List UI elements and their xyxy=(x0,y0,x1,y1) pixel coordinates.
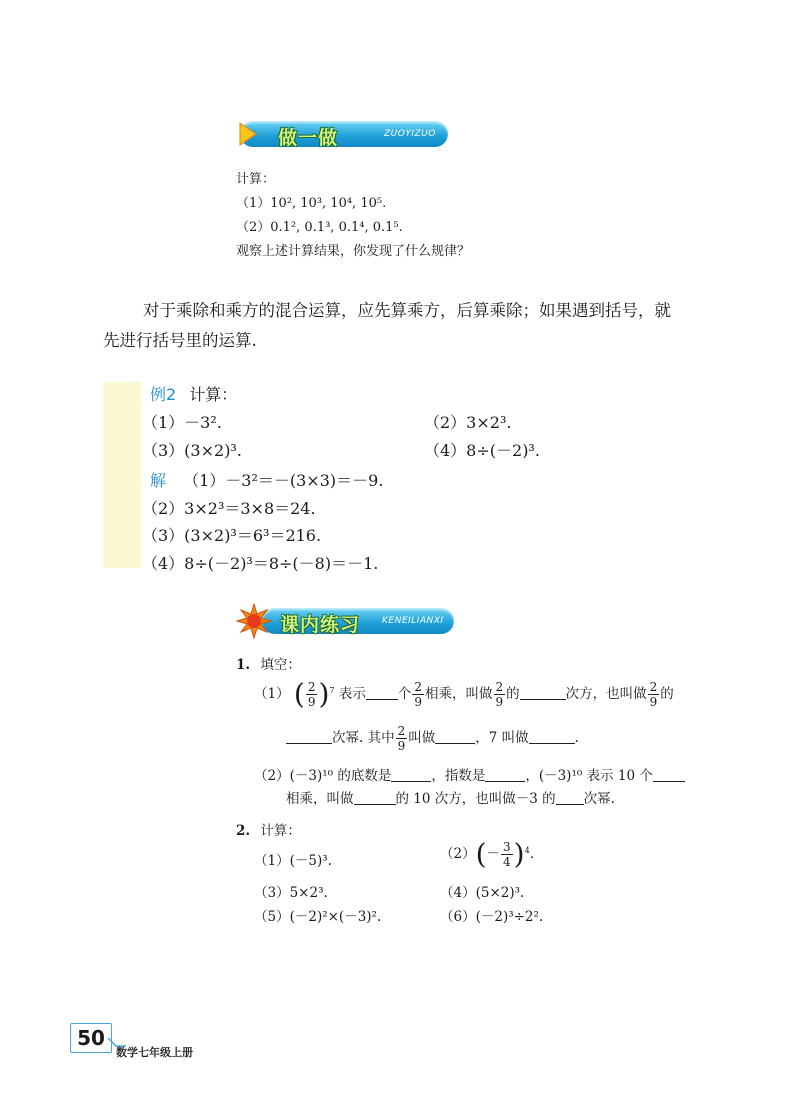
star-burst-icon xyxy=(236,603,272,639)
solution-3: （3）(3×2)³＝6³＝216. xyxy=(142,526,322,545)
blank[interactable] xyxy=(653,768,685,783)
practice-1-b-line2: 相乘，叫做 的 10 次方，也叫做－3 的 次幂. xyxy=(286,791,615,807)
practice-title: 课内练习 xyxy=(280,614,361,636)
zuoyizuo-line-4: 观察上述计算结果，你发现了什么规律？ xyxy=(236,244,471,259)
solution-4: （4）8÷(－2)³＝8÷(－8)＝－1. xyxy=(142,554,379,573)
calc-2: （2）(－ $\frac{3}{4}$ )$^4$. xyxy=(440,837,535,871)
zuoyizuo-banner xyxy=(240,121,448,147)
page-number: 50 xyxy=(70,1023,112,1053)
example-q1: （1）－3². xyxy=(142,413,222,432)
solution-1: （1）－3²＝－(3×3)＝－9. xyxy=(183,471,384,490)
practice-banner xyxy=(262,608,454,634)
solution-2: （2）3×2³＝3×8＝24. xyxy=(142,499,316,518)
rule-line-2: 先进行括号里的运算. xyxy=(103,331,257,350)
practice-2-number: 2. xyxy=(236,823,251,839)
play-triangle-icon xyxy=(236,121,258,147)
blank[interactable] xyxy=(391,768,431,783)
example-q3: （3）(3×2)³. xyxy=(142,441,242,460)
zuoyizuo-content xyxy=(236,168,470,264)
calc-5: （5）(－2)²×(－3)². xyxy=(254,909,382,925)
practice-1-b-line1: （2）(－3)¹⁰ 的底数是 ，指数是 ，(－3)¹⁰ 表示 10 个 xyxy=(254,765,685,787)
calc-4: （4）(5×2)³. xyxy=(440,885,525,901)
practice-2-heading xyxy=(236,820,301,842)
practice-pinyin: KENEILIANXI xyxy=(382,616,444,626)
zuoyizuo-line-2: （1）10², 10³, 10⁴, 10⁵. xyxy=(236,196,387,211)
calc-3: （3）5×2³. xyxy=(254,885,328,901)
solution-label: 解 xyxy=(150,471,167,490)
blank[interactable] xyxy=(286,730,332,745)
practice-1-number: 1. xyxy=(236,657,251,673)
practice-1-heading xyxy=(236,654,301,676)
blank[interactable] xyxy=(556,791,584,806)
fraction-two-ninths: $\frac{2}{9}$ xyxy=(307,680,316,709)
blank[interactable] xyxy=(520,686,566,701)
blank[interactable] xyxy=(366,686,398,701)
book-title: 数学七年级上册 xyxy=(116,1046,193,1059)
example-q2: （2）3×2³. xyxy=(424,413,512,432)
blank[interactable] xyxy=(435,730,475,745)
blank[interactable] xyxy=(529,730,575,745)
rule-paragraph xyxy=(103,296,703,356)
zuoyizuo-pinyin: ZUOYIZUO xyxy=(384,129,436,139)
fraction-three-quarters: $\frac{3}{4}$ xyxy=(503,840,511,869)
zuoyizuo-title: 做一做 xyxy=(278,127,339,149)
blank[interactable] xyxy=(485,768,525,783)
rule-line-1: 对于乘除和乘方的混合运算，应先算乘方，后算乘除；如果遇到括号，就 xyxy=(143,301,671,320)
practice-1-a-line2: 次幂. 其中 $\frac{2}{9}$ 叫做 ，7 叫做 . xyxy=(286,724,579,753)
practice-1-a-line1: （1） ( $\frac{2}{9}$ )$^7$ 表示 个 $\frac{2}{9}$ 相乘，叫做 $\frac{2}{9}$ 的 次方，也叫做 $\frac{2}{9}$ 的 xyxy=(254,677,674,711)
practice-2-title: 计算： xyxy=(260,823,301,839)
zuoyizuo-line-3: （2）0.1², 0.1³, 0.1⁴, 0.1⁵. xyxy=(236,220,403,235)
calc-6: （6）(－2)³÷2². xyxy=(440,909,544,925)
practice-1-title: 填空： xyxy=(260,657,301,673)
zuoyizuo-line-1: 计算： xyxy=(236,172,276,187)
example-label: 例2 xyxy=(150,385,177,404)
blank[interactable] xyxy=(354,791,396,806)
calc-1: （1）(－5)³. xyxy=(254,853,332,869)
example-title: 计算： xyxy=(189,385,238,404)
example-q4: （4）8÷(－2)³. xyxy=(424,441,540,460)
example-box xyxy=(103,382,141,568)
